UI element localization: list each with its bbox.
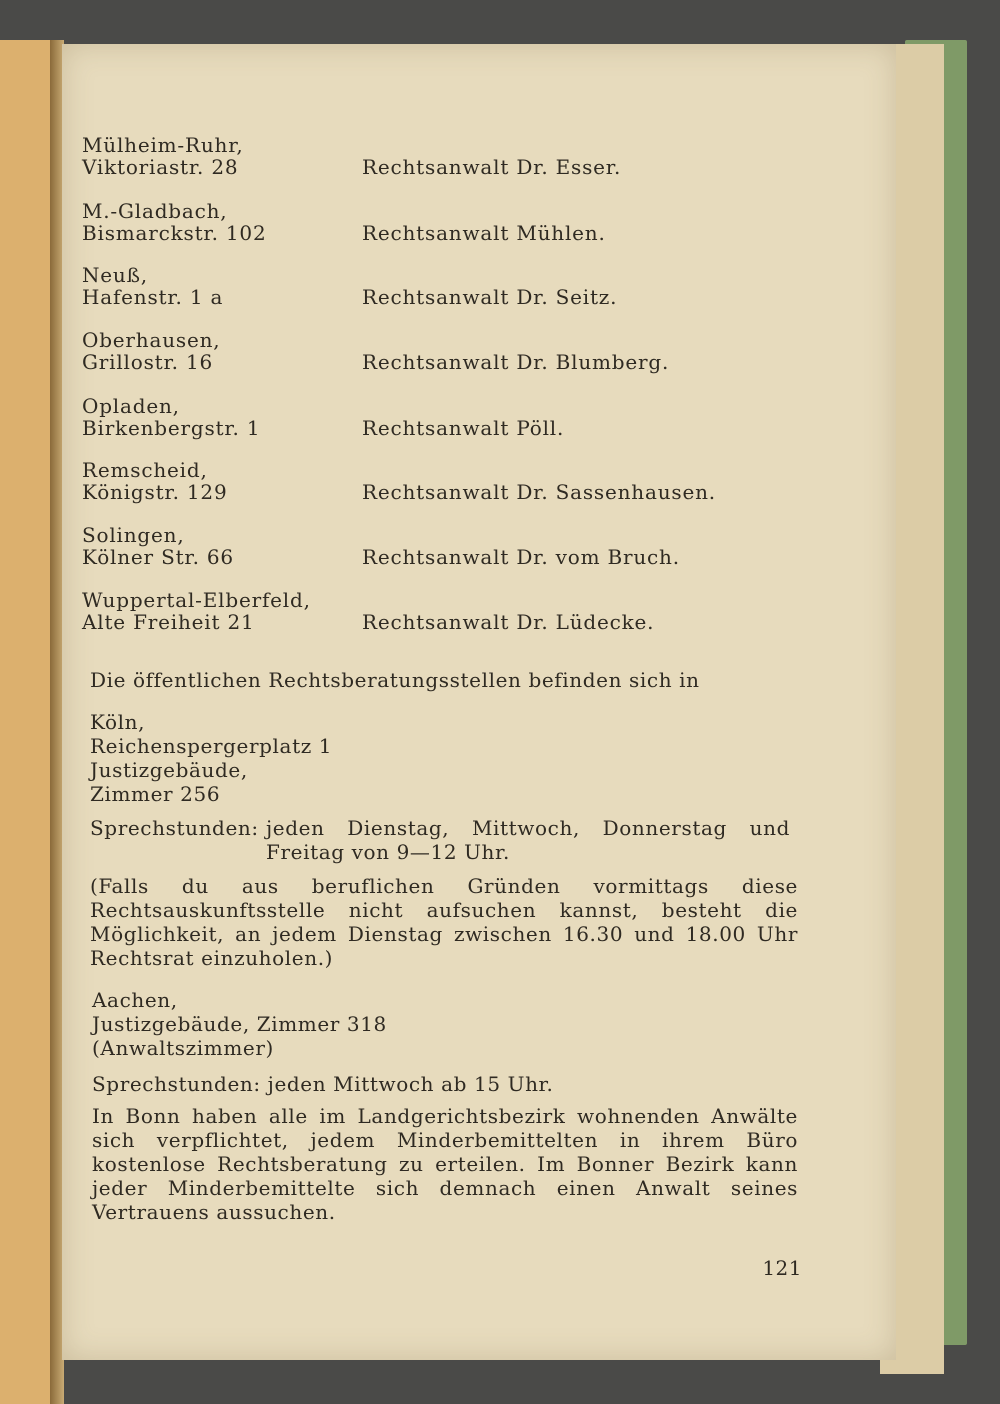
koeln-hours-label: Sprechstunden: xyxy=(90,816,259,840)
office-street: Königstr. 129 xyxy=(82,480,228,504)
koeln-note: (Falls du aus beruflichen Gründen vormittags diese Rechtsauskunftsstelle nicht aufsuchen kannst, besteht die Möglichkeit, an jedem Dienstag zwischen 16.30 und 18.00 Uhr Rechtsrat einzuholen.) xyxy=(90,874,798,970)
office-street: Alte Freiheit 21 xyxy=(82,610,255,634)
office-street: Birkenbergstr. 1 xyxy=(82,416,261,440)
office-street: Grillostr. 16 xyxy=(82,350,213,374)
office-lawyer: Rechtsanwalt Dr. Seitz. xyxy=(362,285,618,309)
address-line: Justizgebäude, xyxy=(90,758,248,782)
office-street: Kölner Str. 66 xyxy=(82,545,234,569)
koeln-hours-days: jeden Dienstag, Mittwoch, Donnerstag und xyxy=(266,816,790,840)
office-lawyer: Rechtsanwalt Dr. vom Bruch. xyxy=(362,545,680,569)
office-lawyer: Rechtsanwalt Dr. Esser. xyxy=(362,155,622,179)
office-street: Hafenstr. 1 a xyxy=(82,285,224,309)
address-line: Justizgebäude, Zimmer 318 xyxy=(92,1012,387,1036)
koeln-hours-time: Freitag von 9—12 Uhr. xyxy=(266,840,510,864)
office-address xyxy=(82,200,266,244)
office-city: Neuß, xyxy=(82,263,148,287)
office-address xyxy=(82,395,260,439)
bonn-paragraph: In Bonn haben alle im Landgerichtsbezirk wohnenden Anwälte sich verpflichtet, jedem Minderbemittelten in ihrem Büro kostenlose Rechtsberatung zu erteilen. Im Bonner Bezirk kann jeder Minderbemittelte sich demnach einen Anwalt seines Vertrauens aussuchen. xyxy=(92,1104,798,1224)
office-city: Oberhausen, xyxy=(82,328,221,352)
aachen-address xyxy=(92,988,387,1060)
address-line: Aachen, xyxy=(92,988,178,1012)
page-number: 121 xyxy=(762,1256,802,1280)
previous-page-edge xyxy=(0,40,56,1404)
office-city: Solingen, xyxy=(82,523,185,547)
aachen-hours: Sprechstunden: jeden Mittwoch ab 15 Uhr. xyxy=(92,1072,554,1096)
page-content xyxy=(62,44,896,1360)
office-city: Opladen, xyxy=(82,394,180,418)
office-address xyxy=(82,459,227,503)
office-address xyxy=(82,589,311,633)
office-lawyer: Rechtsanwalt Dr. Blumberg. xyxy=(362,350,670,374)
office-city: Mülheim-Ruhr, xyxy=(82,133,244,157)
office-lawyer: Rechtsanwalt Dr. Lüdecke. xyxy=(362,610,655,634)
office-address xyxy=(82,134,244,178)
section-intro: Die öffentlichen Rechtsberatungsstellen befinden sich in xyxy=(90,668,700,692)
office-address xyxy=(82,329,220,373)
office-city: Remscheid, xyxy=(82,458,208,482)
koeln-address xyxy=(90,710,332,806)
address-line: (Anwaltszimmer) xyxy=(92,1036,274,1060)
address-line: Reichenspergerplatz 1 xyxy=(90,734,333,758)
address-line: Zimmer 256 xyxy=(90,782,221,806)
office-city: Wuppertal-Elberfeld, xyxy=(82,588,311,612)
office-lawyer: Rechtsanwalt Pöll. xyxy=(362,416,565,440)
office-address xyxy=(82,524,234,568)
office-lawyer: Rechtsanwalt Mühlen. xyxy=(362,221,606,245)
office-street: Bismarckstr. 102 xyxy=(82,221,267,245)
book-page xyxy=(62,44,896,1360)
office-street: Viktoriastr. 28 xyxy=(82,155,239,179)
office-lawyer: Rechtsanwalt Dr. Sassenhausen. xyxy=(362,480,716,504)
office-address xyxy=(82,264,223,308)
address-line: Köln, xyxy=(90,710,146,734)
office-city: M.-Gladbach, xyxy=(82,199,228,223)
